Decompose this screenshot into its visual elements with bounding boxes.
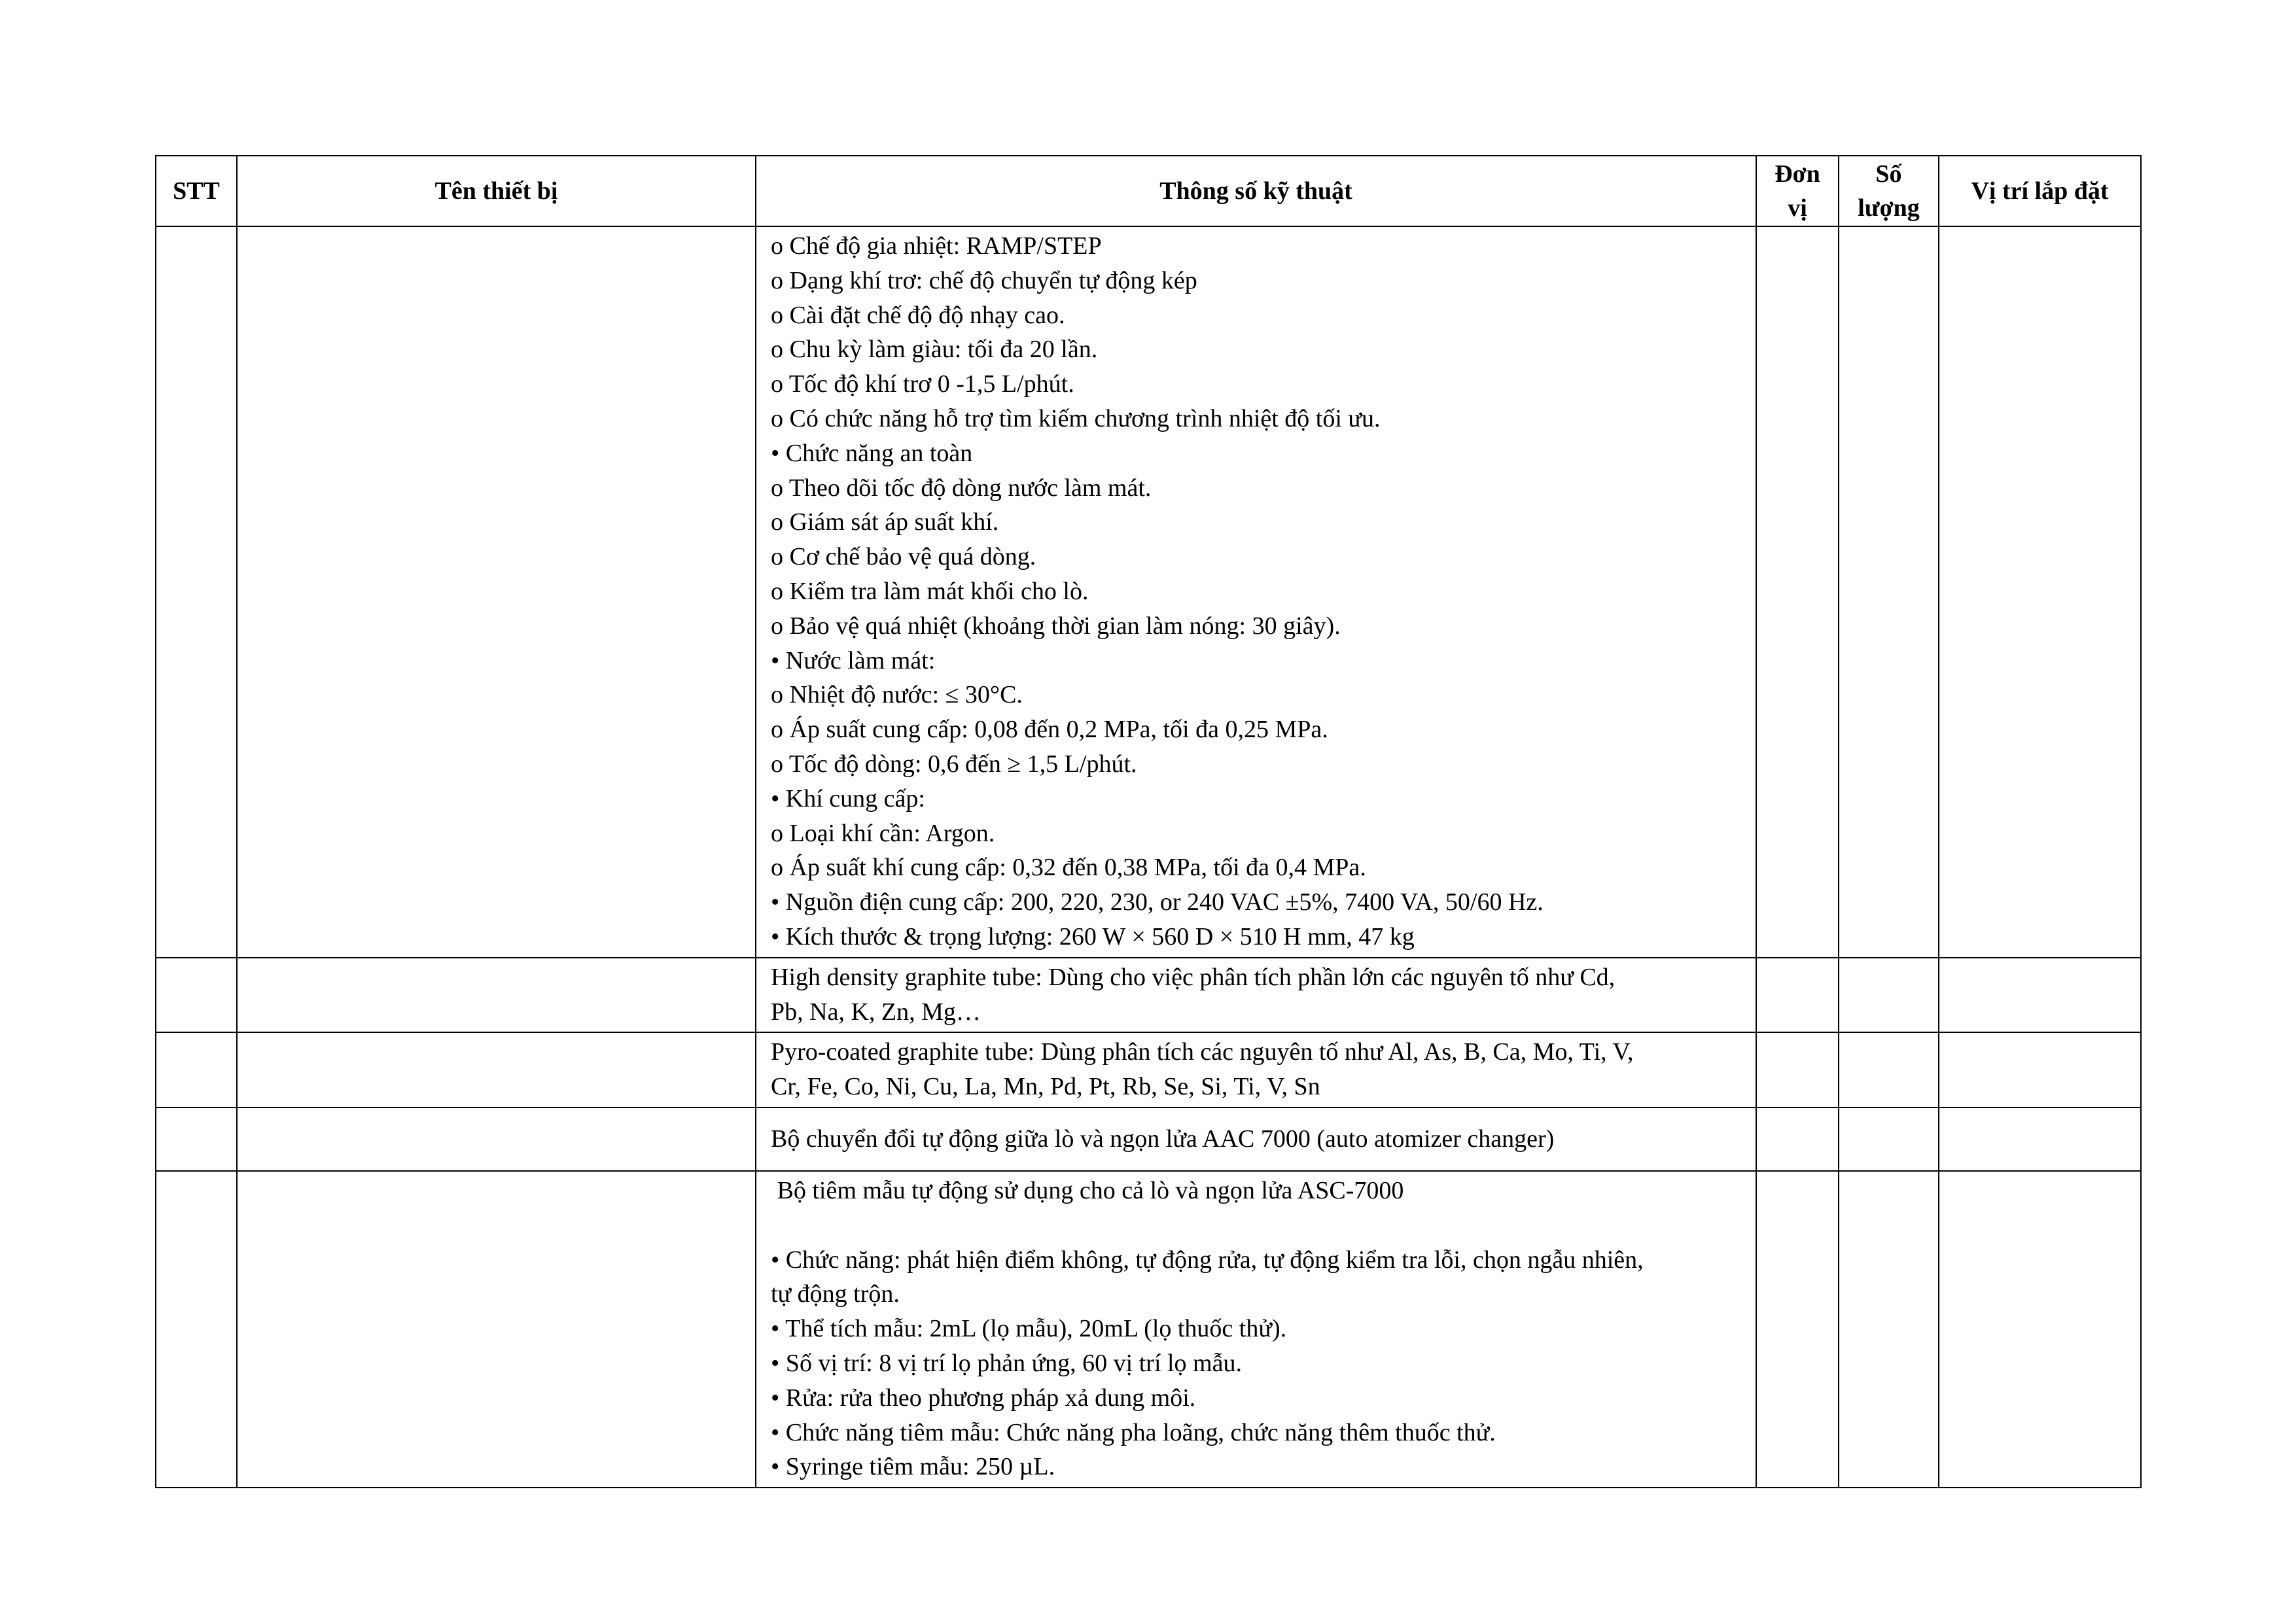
spec-line: Pb, Na, K, Zn, Mg… bbox=[771, 998, 981, 1026]
header-quantity-line1: Số bbox=[1875, 160, 1902, 188]
spec-line: Bộ chuyển đổi tự động giữa lò và ngọn lửa AAC 7000 (auto atomizer changer) bbox=[771, 1125, 1555, 1153]
spec-line: o Cài đặt chế độ độ nhạy cao. bbox=[771, 301, 1065, 329]
device-name-cell bbox=[237, 1108, 756, 1171]
header-quantity-line2: lượng bbox=[1858, 194, 1920, 222]
spec-line: • Số vị trí: 8 vị trí lọ phản ứng, 60 vị trí lọ mẫu. bbox=[771, 1349, 1242, 1377]
unit-cell bbox=[1756, 1108, 1839, 1171]
location-cell bbox=[1939, 226, 2141, 958]
table-row bbox=[156, 958, 2141, 1033]
header-row bbox=[156, 156, 2141, 226]
spec-line: • Khí cung cấp: bbox=[771, 784, 925, 812]
spec-line: o Tốc độ dòng: 0,6 đến ≥ 1,5 L/phút. bbox=[771, 750, 1137, 778]
spec-line: o Áp suất cung cấp: 0,08 đến 0,2 MPa, tối đa 0,25 MPa. bbox=[771, 716, 1328, 744]
header-unit-line2: vị bbox=[1788, 194, 1807, 222]
spec-line: • Chức năng an toàn bbox=[771, 439, 973, 467]
spec-line: o Kiểm tra làm mát khối cho lò. bbox=[771, 577, 1089, 605]
location-cell bbox=[1939, 958, 2141, 1033]
spec-line: o Theo dõi tốc độ dòng nước làm mát. bbox=[771, 474, 1152, 502]
device-name-cell bbox=[237, 1032, 756, 1108]
spec-cell-atomizer-changer bbox=[756, 1108, 1756, 1171]
spec-line: High density graphite tube: Dùng cho việc phân tích phần lớn các nguyên tố như Cd, bbox=[771, 963, 1616, 991]
spec-line: • Nguồn điện cung cấp: 200, 220, 230, or 240 VAC ±5%, 7400 VA, 50/60 Hz. bbox=[771, 888, 1544, 916]
unit-cell bbox=[1756, 1171, 1839, 1488]
spec-line: • Kích thước & trọng lượng: 260 W × 560 D × 510 H mm, 47 kg bbox=[771, 922, 1415, 951]
stt-cell bbox=[156, 1108, 237, 1171]
stt-cell bbox=[156, 1171, 237, 1488]
spec-cell-furnace bbox=[756, 226, 1756, 958]
stt-cell bbox=[156, 958, 237, 1033]
unit-cell bbox=[1756, 1032, 1839, 1108]
location-cell bbox=[1939, 1032, 2141, 1108]
spec-line: • Chức năng: phát hiện điểm không, tự động rửa, tự động kiểm tra lỗi, chọn ngẫu nhiên, bbox=[771, 1246, 1644, 1274]
spec-line: o Chu kỳ làm giàu: tối đa 20 lần. bbox=[771, 336, 1098, 364]
device-name-cell bbox=[237, 1171, 756, 1488]
stt-cell bbox=[156, 1032, 237, 1108]
spec-line: Pyro-coated graphite tube: Dùng phân tích các nguyên tố như Al, As, B, Ca, Mo, Ti, V, bbox=[771, 1038, 1634, 1066]
header-unit bbox=[1756, 156, 1839, 226]
header-stt: STT bbox=[156, 156, 237, 226]
spec-line: o Dạng khí trơ: chế độ chuyển tự động kép bbox=[771, 266, 1197, 294]
header-device-name: Tên thiết bị bbox=[237, 156, 756, 226]
location-cell bbox=[1939, 1108, 2141, 1171]
header-quantity bbox=[1839, 156, 1939, 226]
spec-line: o Có chức năng hỗ trợ tìm kiếm chương trình nhiệt độ tối ưu. bbox=[771, 404, 1381, 432]
location-cell bbox=[1939, 1171, 2141, 1488]
header-unit-line1: Đơn bbox=[1775, 160, 1820, 188]
blank-line bbox=[771, 1208, 1742, 1243]
spec-line: o Chế độ gia nhiệt: RAMP/STEP bbox=[771, 232, 1102, 260]
spec-line: Cr, Fe, Co, Ni, Cu, La, Mn, Pd, Pt, Rb, Se, Si, Ti, V, Sn bbox=[771, 1073, 1320, 1101]
spec-line: o Áp suất khí cung cấp: 0,32 đến 0,38 MPa, tối đa 0,4 MPa. bbox=[771, 854, 1366, 882]
quantity-cell bbox=[1839, 1108, 1939, 1171]
spec-line: o Cơ chế bảo vệ quá dòng. bbox=[771, 543, 1036, 571]
spec-line: • Nước làm mát: bbox=[771, 646, 936, 674]
spec-cell-high-density-tube bbox=[756, 958, 1756, 1033]
spec-line: • Rửa: rửa theo phương pháp xả dung môi. bbox=[771, 1384, 1196, 1412]
spec-cell-autosampler bbox=[756, 1171, 1756, 1488]
stt-cell bbox=[156, 226, 237, 958]
table-row bbox=[156, 226, 2141, 958]
spec-line: o Nhiệt độ nước: ≤ 30°C. bbox=[771, 681, 1023, 709]
header-specification: Thông số kỹ thuật bbox=[756, 156, 1756, 226]
quantity-cell bbox=[1839, 1171, 1939, 1488]
spec-line: • Thể tích mẫu: 2mL (lọ mẫu), 20mL (lọ thuốc thử). bbox=[771, 1315, 1287, 1343]
quantity-cell bbox=[1839, 1032, 1939, 1108]
quantity-cell bbox=[1839, 226, 1939, 958]
table-row bbox=[156, 1032, 2141, 1108]
spec-line: tự động trộn. bbox=[771, 1280, 900, 1308]
equipment-spec-table bbox=[155, 155, 2142, 1488]
spec-line: o Loại khí cần: Argon. bbox=[771, 819, 995, 847]
spec-line: o Giám sát áp suất khí. bbox=[771, 508, 999, 536]
spec-line: o Tốc độ khí trơ 0 -1,5 L/phút. bbox=[771, 370, 1074, 398]
table-row bbox=[156, 1171, 2141, 1488]
quantity-cell bbox=[1839, 958, 1939, 1033]
spec-line: • Syringe tiêm mẫu: 250 µL. bbox=[771, 1453, 1055, 1481]
header-install-location: Vị trí lắp đặt bbox=[1939, 156, 2141, 226]
spec-line: • Chức năng tiêm mẫu: Chức năng pha loãng, chức năng thêm thuốc thử. bbox=[771, 1418, 1496, 1446]
spec-cell-pyro-coated-tube bbox=[756, 1032, 1756, 1108]
unit-cell bbox=[1756, 226, 1839, 958]
spec-line: Bộ tiêm mẫu tự động sử dụng cho cả lò và ngọn lửa ASC-7000 bbox=[771, 1176, 1404, 1204]
table-row bbox=[156, 1108, 2141, 1171]
spec-line: o Bảo vệ quá nhiệt (khoảng thời gian làm nóng: 30 giây). bbox=[771, 612, 1341, 640]
unit-cell bbox=[1756, 958, 1839, 1033]
device-name-cell bbox=[237, 226, 756, 958]
device-name-cell bbox=[237, 958, 756, 1033]
